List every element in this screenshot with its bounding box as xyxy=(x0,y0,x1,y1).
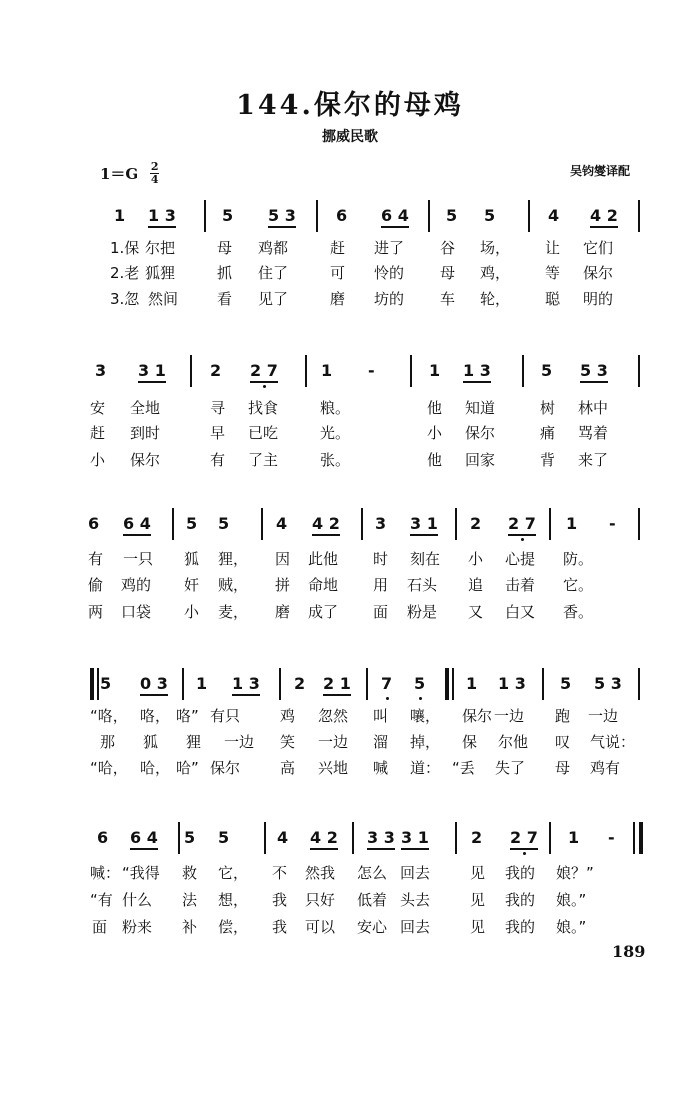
key-signature xyxy=(100,162,159,185)
lyric-syllable: 时 xyxy=(373,550,389,568)
barline xyxy=(455,508,457,540)
lyric-syllable: 林中 xyxy=(578,399,609,417)
lyric-syllable: 它们 xyxy=(583,239,614,257)
note: 6 xyxy=(336,206,348,225)
lyric-line xyxy=(0,397,700,419)
lyric-line xyxy=(0,916,700,938)
lyric-syllable: 安心 xyxy=(357,918,388,936)
lyric-syllable: 命地 xyxy=(308,576,339,594)
lyric-syllable: 一只 xyxy=(123,550,154,568)
lyric-syllable: 到时 xyxy=(130,424,161,442)
lyric-syllable: 看 xyxy=(217,290,233,308)
lyric-syllable: 叫 xyxy=(373,707,389,725)
lyric-syllable: 可 xyxy=(330,264,346,282)
page-number: 189 xyxy=(612,942,646,961)
note: 3 xyxy=(95,361,107,380)
barline xyxy=(638,668,640,700)
lyric-syllable: 石头 xyxy=(407,576,438,594)
lyric-syllable: 成了 xyxy=(308,603,339,621)
note: 5 3 xyxy=(268,206,296,228)
lyric-syllable: 击着 xyxy=(505,576,536,594)
lyric-syllable: 贼， xyxy=(218,576,249,594)
lyric-line xyxy=(0,422,700,444)
lyric-syllable: “咯， xyxy=(90,707,128,725)
note: 4 xyxy=(277,828,289,847)
lyric-syllable: 娘。” xyxy=(556,891,587,909)
lyric-syllable: 进了 xyxy=(374,239,405,257)
barline xyxy=(261,508,263,540)
lyric-syllable: 怜的 xyxy=(374,264,405,282)
note: 5 xyxy=(184,828,196,847)
note: 7 xyxy=(381,674,393,693)
notes-row xyxy=(0,668,700,702)
lyric-syllable: “有 xyxy=(90,891,113,909)
note: 2 7 xyxy=(510,828,538,850)
lyric-syllable: 等 xyxy=(545,264,561,282)
lyric-syllable: 有只 xyxy=(210,707,241,725)
barline xyxy=(279,668,281,700)
lyric-syllable: 安 xyxy=(90,399,106,417)
notes-row xyxy=(0,200,700,234)
notes-row xyxy=(0,508,700,542)
lyric-syllable: 道： xyxy=(410,759,441,777)
note: 4 2 xyxy=(310,828,338,850)
lyric-syllable: 住了 xyxy=(258,264,289,282)
note: 5 3 xyxy=(594,674,622,693)
lyric-syllable: 救 xyxy=(182,864,198,882)
lyric-syllable: 鸡都 xyxy=(258,239,289,257)
lyric-syllable: 狸 xyxy=(186,733,202,751)
lyric-syllable: 哈” xyxy=(176,759,199,777)
barline xyxy=(633,822,635,854)
time-signature xyxy=(150,162,159,185)
lyric-syllable: 狐 xyxy=(143,733,159,751)
lyric-syllable: 轮， xyxy=(480,290,511,308)
note: 6 xyxy=(97,828,109,847)
lyric-syllable: “我得 xyxy=(122,864,160,882)
note: 2 1 xyxy=(323,674,351,696)
lyric-syllable: 头去 xyxy=(400,891,431,909)
note: - xyxy=(368,361,375,380)
lyric-syllable: 有 xyxy=(88,550,104,568)
lyric-syllable: 背 xyxy=(540,451,556,469)
key-label: 1＝G xyxy=(100,165,139,183)
note: 6 4 xyxy=(123,514,151,536)
lyric-line xyxy=(0,548,700,570)
lyric-syllable: 跑 xyxy=(555,707,571,725)
barline xyxy=(522,355,524,387)
lyric-syllable: 然我 xyxy=(305,864,336,882)
lyric-syllable: 他 xyxy=(427,451,443,469)
notes-row xyxy=(0,355,700,389)
lyric-syllable: 明的 xyxy=(583,290,614,308)
lyric-syllable: 3.忽 xyxy=(110,290,140,308)
barline xyxy=(455,822,457,854)
lyric-syllable: 鸡， xyxy=(480,264,511,282)
note: 0 3 xyxy=(140,674,168,696)
note: 1 3 xyxy=(148,206,176,228)
lyric-syllable: 狐 xyxy=(184,550,200,568)
lyric-syllable: 拼 xyxy=(275,576,291,594)
barline xyxy=(445,668,449,700)
note: - xyxy=(608,828,615,847)
note: 5 xyxy=(222,206,234,225)
barline xyxy=(305,355,307,387)
lyric-syllable: 我 xyxy=(272,891,288,909)
lyric-syllable: 又 xyxy=(468,603,484,621)
note: 3 1 xyxy=(410,514,438,536)
lyric-line xyxy=(0,449,700,471)
lyric-syllable: 我的 xyxy=(505,918,536,936)
barline xyxy=(410,355,412,387)
lyric-syllable: 它。 xyxy=(563,576,594,594)
lyric-syllable: 它， xyxy=(218,864,249,882)
lyric-syllable: 不 xyxy=(272,864,288,882)
note: 5 xyxy=(186,514,198,533)
lyric-syllable: 鸡有 xyxy=(590,759,621,777)
lyric-syllable: 全地 xyxy=(130,399,161,417)
note: 2 7 xyxy=(508,514,536,536)
lyric-syllable: 保尔 xyxy=(465,424,496,442)
lyric-syllable: 母 xyxy=(217,239,233,257)
lyric-syllable: 溜 xyxy=(373,733,389,751)
note: 1 xyxy=(114,206,126,225)
barline xyxy=(90,668,94,700)
lyric-syllable: “丢 xyxy=(452,759,475,777)
lyric-syllable: 有 xyxy=(210,451,226,469)
barline xyxy=(264,822,266,854)
lyric-syllable: 抓 xyxy=(217,264,233,282)
lyric-syllable: 只好 xyxy=(305,891,336,909)
note: 1 xyxy=(466,674,478,693)
lyric-syllable: 我的 xyxy=(505,864,536,882)
note: 1 3 xyxy=(232,674,260,696)
lyric-syllable: 保尔 xyxy=(210,759,241,777)
lyric-syllable: 他 xyxy=(427,399,443,417)
lyric-syllable: 鸡 xyxy=(280,707,296,725)
lyric-line xyxy=(0,262,700,284)
lyric-syllable: 谷 xyxy=(440,239,456,257)
lyric-syllable: 偷 xyxy=(88,576,104,594)
lyric-syllable: 回家 xyxy=(465,451,496,469)
lyric-syllable: 一边 xyxy=(318,733,349,751)
lyric-syllable: 喊 xyxy=(373,759,389,777)
note: 1 3 xyxy=(463,361,491,383)
lyric-syllable: 狐狸 xyxy=(145,264,176,282)
barline xyxy=(204,200,206,232)
note: 4 xyxy=(548,206,560,225)
song-title: 144.保尔的母鸡 xyxy=(236,90,464,121)
lyric-syllable: 回去 xyxy=(400,918,431,936)
lyric-syllable: 香。 xyxy=(563,603,594,621)
barline xyxy=(638,200,640,232)
note: 4 xyxy=(276,514,288,533)
lyric-syllable: 保尔 xyxy=(583,264,614,282)
lyric-syllable: 然间 xyxy=(148,290,179,308)
note: 2 xyxy=(210,361,222,380)
barline xyxy=(366,668,368,700)
lyric-line xyxy=(0,731,700,753)
lyric-syllable: 笑 xyxy=(280,733,296,751)
lyric-syllable: 一边 xyxy=(224,733,255,751)
lyric-syllable: 咯” xyxy=(176,707,199,725)
barline xyxy=(639,822,643,854)
lyric-syllable: 心提 xyxy=(505,550,536,568)
note: 5 xyxy=(484,206,496,225)
lyric-line xyxy=(0,237,700,259)
note: 1 xyxy=(196,674,208,693)
lyric-syllable: 树 xyxy=(540,399,556,417)
lyric-syllable: 用 xyxy=(373,576,389,594)
lyric-syllable: 那 xyxy=(100,733,116,751)
lyric-syllable: 小 xyxy=(427,424,443,442)
note: 6 4 xyxy=(130,828,158,850)
note: - xyxy=(609,514,616,533)
lyric-syllable: 娘？” xyxy=(556,864,594,882)
time-signature-bottom: 4 xyxy=(150,173,159,186)
lyric-syllable: 早 xyxy=(210,424,226,442)
lyric-syllable: 嚷， xyxy=(410,707,441,725)
barline xyxy=(549,508,551,540)
note: 1 xyxy=(429,361,441,380)
note: 5 xyxy=(218,828,230,847)
note: 5 xyxy=(541,361,553,380)
note: 2 7 xyxy=(250,361,278,383)
barline xyxy=(97,668,99,700)
note: 1 xyxy=(566,514,578,533)
lyric-syllable: 面 xyxy=(373,603,389,621)
note: 1 3 xyxy=(498,674,526,693)
lyric-syllable: 保尔 xyxy=(462,707,493,725)
barline xyxy=(428,200,430,232)
lyric-syllable: 2.老 xyxy=(110,264,140,282)
lyric-syllable: 见了 xyxy=(258,290,289,308)
barline xyxy=(172,508,174,540)
lyric-syllable: 保尔 xyxy=(130,451,161,469)
note: 5 xyxy=(414,674,426,693)
lyric-syllable: 偿， xyxy=(218,918,249,936)
lyric-syllable: 因 xyxy=(275,550,291,568)
lyric-syllable: 喊： xyxy=(90,864,121,882)
song-origin: 挪威民歌 xyxy=(322,129,378,145)
lyric-syllable: 骂着 xyxy=(578,424,609,442)
barline xyxy=(528,200,530,232)
lyric-line xyxy=(0,757,700,779)
lyric-syllable: 哈， xyxy=(140,759,171,777)
lyric-syllable: “哈， xyxy=(90,759,128,777)
lyric-syllable: 什么 xyxy=(122,891,153,909)
note: 3 xyxy=(375,514,387,533)
lyric-syllable: 磨 xyxy=(275,603,291,621)
time-signature-top: 2 xyxy=(150,160,159,173)
lyric-syllable: 气说： xyxy=(590,733,636,751)
barline xyxy=(542,668,544,700)
lyric-syllable: 怎么 xyxy=(357,864,388,882)
lyric-syllable: 忽然 xyxy=(318,707,349,725)
lyric-syllable: 坊的 xyxy=(374,290,405,308)
lyric-syllable: 麦， xyxy=(218,603,249,621)
note: 3 1 xyxy=(138,361,166,383)
lyric-syllable: 奸 xyxy=(184,576,200,594)
lyric-syllable: 痛 xyxy=(540,424,556,442)
lyric-syllable: 法 xyxy=(182,891,198,909)
note: 3 1 xyxy=(401,828,429,850)
note: 1 xyxy=(568,828,580,847)
barline xyxy=(638,355,640,387)
lyric-syllable: 了主 xyxy=(248,451,279,469)
barline xyxy=(316,200,318,232)
lyric-line xyxy=(0,889,700,911)
lyric-syllable: 尔他 xyxy=(498,733,529,751)
lyric-syllable: 防。 xyxy=(563,550,594,568)
lyric-syllable: 高 xyxy=(280,759,296,777)
lyric-syllable: 场， xyxy=(480,239,511,257)
lyric-syllable: 掉， xyxy=(410,733,441,751)
barline xyxy=(182,668,184,700)
lyric-syllable: 补 xyxy=(182,918,198,936)
note: 5 xyxy=(446,206,458,225)
note: 2 xyxy=(471,828,483,847)
lyric-syllable: 已吃 xyxy=(248,424,279,442)
barline xyxy=(361,508,363,540)
lyric-syllable: 鸡的 xyxy=(121,576,152,594)
arranger-credit: 吴钧燮译配 xyxy=(569,164,630,178)
barline xyxy=(352,822,354,854)
lyric-syllable: 见 xyxy=(470,918,486,936)
note: 4 2 xyxy=(312,514,340,536)
lyric-syllable: 车 xyxy=(440,290,456,308)
lyric-syllable: 来了 xyxy=(578,451,609,469)
lyric-syllable: 我的 xyxy=(505,891,536,909)
lyric-syllable: 母 xyxy=(555,759,571,777)
barline xyxy=(190,355,192,387)
lyric-syllable: 聪 xyxy=(545,290,561,308)
lyric-syllable: 母 xyxy=(440,264,456,282)
lyric-syllable: 白又 xyxy=(505,603,536,621)
lyric-line xyxy=(0,574,700,596)
lyric-line xyxy=(0,601,700,623)
lyric-syllable: 见 xyxy=(470,891,486,909)
lyric-syllable: 兴地 xyxy=(318,759,349,777)
note: 5 xyxy=(100,674,112,693)
lyric-syllable: 寻 xyxy=(210,399,226,417)
note: 1 xyxy=(321,361,333,380)
lyric-syllable: 小 xyxy=(184,603,200,621)
lyric-syllable: 赶 xyxy=(90,424,106,442)
barline xyxy=(452,668,454,700)
note: 6 4 xyxy=(381,206,409,228)
lyric-syllable: 面 xyxy=(92,918,108,936)
lyric-syllable: 尔把 xyxy=(145,239,176,257)
lyric-syllable: 见 xyxy=(470,864,486,882)
lyric-syllable: 想， xyxy=(218,891,249,909)
lyric-syllable: 可以 xyxy=(305,918,336,936)
lyric-syllable: 追 xyxy=(468,576,484,594)
note: 2 xyxy=(294,674,306,693)
lyric-syllable: 粮。 xyxy=(320,399,351,417)
note: 5 xyxy=(218,514,230,533)
lyric-line xyxy=(0,705,700,727)
lyric-line xyxy=(0,862,700,884)
lyric-syllable: 回去 xyxy=(400,864,431,882)
notes-row xyxy=(0,822,700,856)
note: 4 2 xyxy=(590,206,618,228)
lyric-syllable: 小 xyxy=(90,451,106,469)
lyric-syllable: 一边 xyxy=(494,707,525,725)
note: 5 3 xyxy=(580,361,608,383)
lyric-syllable: 粉是 xyxy=(407,603,438,621)
lyric-syllable: 让 xyxy=(545,239,561,257)
note: 5 xyxy=(560,674,572,693)
note: 3 3 xyxy=(367,828,395,850)
lyric-syllable: 1.保 xyxy=(110,239,140,257)
lyric-syllable: 咯， xyxy=(140,707,171,725)
note: 6 xyxy=(88,514,100,533)
barline xyxy=(178,822,180,854)
lyric-syllable: 保 xyxy=(462,733,478,751)
lyric-syllable: 狸， xyxy=(218,550,249,568)
lyric-syllable: 低着 xyxy=(357,891,388,909)
lyric-syllable: 此他 xyxy=(308,550,339,568)
lyric-syllable: 张。 xyxy=(320,451,351,469)
lyric-syllable: 口袋 xyxy=(121,603,152,621)
lyric-syllable: 叹 xyxy=(555,733,571,751)
lyric-syllable: 找食 xyxy=(248,399,279,417)
lyric-syllable: 一边 xyxy=(588,707,619,725)
barline xyxy=(638,508,640,540)
lyric-syllable: 知道 xyxy=(465,399,496,417)
lyric-syllable: 刻在 xyxy=(410,550,441,568)
lyric-syllable: 我 xyxy=(272,918,288,936)
lyric-syllable: 粉来 xyxy=(122,918,153,936)
barline xyxy=(549,822,551,854)
note: 2 xyxy=(470,514,482,533)
lyric-syllable: 娘。” xyxy=(556,918,587,936)
lyric-line xyxy=(0,288,700,310)
lyric-syllable: 赶 xyxy=(330,239,346,257)
lyric-syllable: 失了 xyxy=(495,759,526,777)
lyric-syllable: 光。 xyxy=(320,424,351,442)
lyric-syllable: 小 xyxy=(468,550,484,568)
lyric-syllable: 两 xyxy=(88,603,104,621)
lyric-syllable: 磨 xyxy=(330,290,346,308)
